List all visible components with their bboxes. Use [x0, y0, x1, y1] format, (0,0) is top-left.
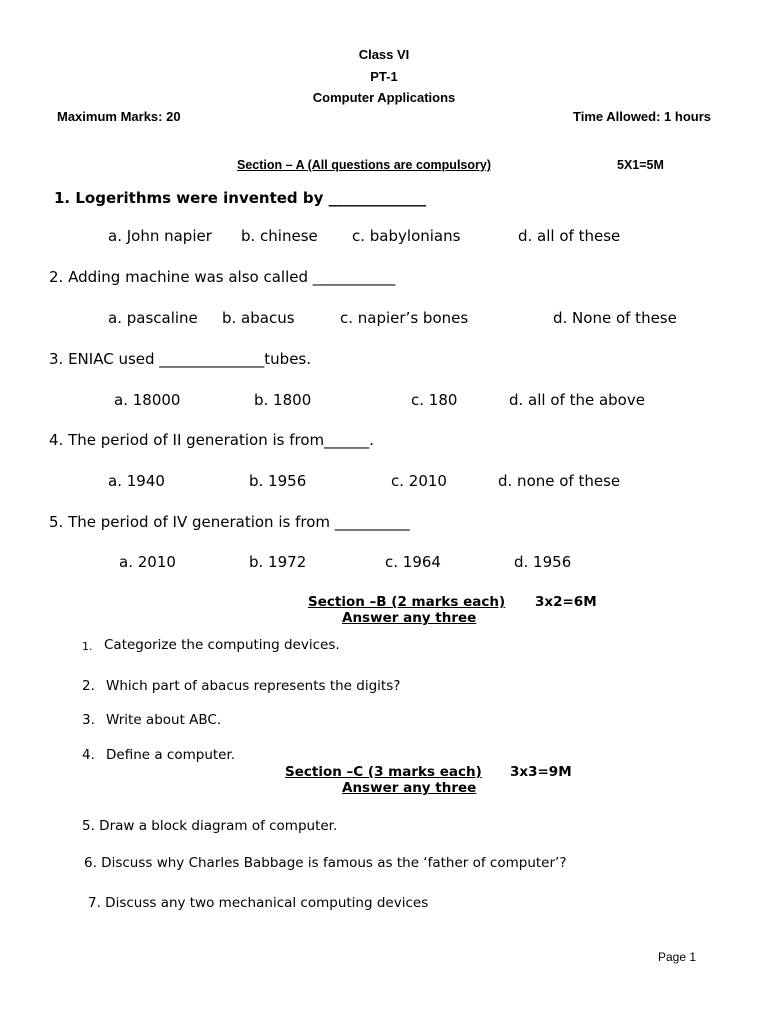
section-c-item-5: 5. Draw a block diagram of computer.: [82, 818, 338, 834]
question-3: 3. ENIAC used ______________tubes.: [49, 350, 312, 368]
q3-option-c: c. 180: [411, 391, 458, 409]
q1-option-d: d. all of these: [518, 227, 621, 245]
q4-option-d: d. none of these: [498, 472, 621, 490]
subject-label: Computer Applications: [312, 90, 456, 105]
q5-option-d: d. 1956: [514, 553, 572, 571]
question-2: 2. Adding machine was also called ___________: [49, 268, 396, 286]
section-c-item-6: 6. Discuss why Charles Babbage is famous as the ‘father of computer’?: [84, 855, 567, 871]
section-b-item-3-number: 3.: [82, 712, 95, 728]
question-5: 5. The period of IV generation is from __________: [49, 513, 410, 531]
section-b-title: Section –B (2 marks each): [308, 594, 506, 610]
question-1: 1. Logerithms were invented by _____________: [54, 189, 427, 207]
q4-option-c: c. 2010: [391, 472, 447, 490]
q2-option-c: c. napier’s bones: [340, 309, 469, 327]
section-b-item-1-number: 1.: [82, 640, 93, 653]
q5-option-c: c. 1964: [385, 553, 441, 571]
q2-option-a: a. pascaline: [108, 309, 198, 327]
section-a-title: Section – A (All questions are compulsory): [237, 158, 491, 172]
test-label: PT-1: [370, 69, 398, 84]
q1-option-a: a. John napier: [108, 227, 212, 245]
section-a-marks: 5X1=5M: [617, 158, 664, 172]
max-marks: Maximum Marks: 20: [57, 109, 181, 124]
q4-option-b: b. 1956: [249, 472, 307, 490]
q3-option-d: d. all of the above: [509, 391, 645, 409]
q3-option-a: a. 18000: [114, 391, 181, 409]
q4-option-a: a. 1940: [108, 472, 165, 490]
question-4: 4. The period of II generation is from______.: [49, 431, 374, 449]
q5-option-a: a. 2010: [119, 553, 176, 571]
q5-option-b: b. 1972: [249, 553, 307, 571]
q1-option-c: c. babylonians: [352, 227, 461, 245]
section-b-item-1: Categorize the computing devices.: [104, 637, 340, 653]
class-label: Class VI: [358, 47, 410, 62]
time-allowed: Time Allowed: 1 hours: [573, 109, 711, 124]
q1-option-b: b. chinese: [241, 227, 318, 245]
section-b-item-2-number: 2.: [82, 678, 95, 694]
q2-option-d: d. None of these: [553, 309, 677, 327]
section-b-item-4-number: 4.: [82, 747, 95, 763]
q2-option-b: b. abacus: [222, 309, 295, 327]
section-b-instruction: Answer any three: [342, 610, 477, 626]
section-b-item-2: Which part of abacus represents the digits?: [106, 678, 401, 694]
section-c-marks: 3x3=9M: [510, 764, 572, 780]
section-b-item-3: Write about ABC.: [106, 712, 222, 728]
section-b-marks: 3x2=6M: [535, 594, 597, 610]
page-number: Page 1: [658, 950, 697, 964]
section-c-instruction: Answer any three: [342, 780, 477, 796]
section-c-title: Section –C (3 marks each): [285, 764, 482, 780]
section-b-item-4: Define a computer.: [106, 747, 236, 763]
q3-option-b: b. 1800: [254, 391, 312, 409]
section-c-item-7: 7. Discuss any two mechanical computing devices: [88, 895, 429, 911]
